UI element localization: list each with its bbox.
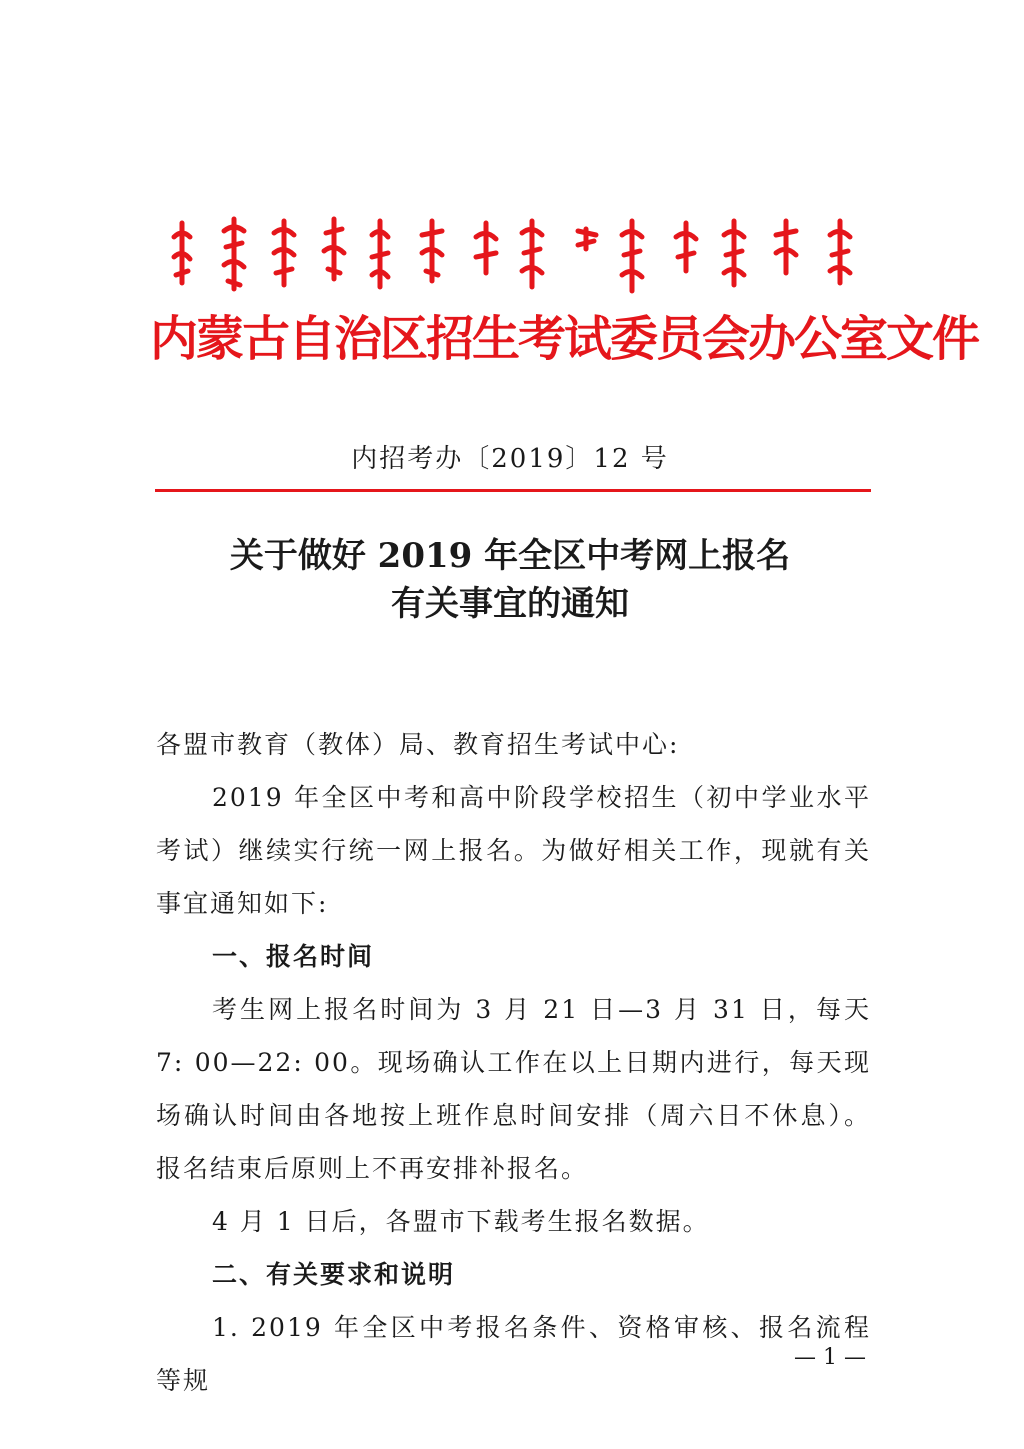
mongolian-script-header <box>168 213 868 295</box>
salutation: 各盟市教育（教体）局、教育招生考试中心: <box>156 730 680 759</box>
intro-paragraph: 2019 年全区中考和高中阶段学校招生（初中学业水平考试）继续实行统一网上报名。为做好相关工作，现就有关事宜通知如下: <box>156 783 871 918</box>
page-number: — 1 — <box>794 1345 866 1370</box>
notice-title-line-1: 关于做好 2019 年全区中考网上报名 <box>229 536 791 576</box>
red-divider-line <box>155 489 871 492</box>
requirements-paragraph: 1. 2019 年全区中考报名条件、资格审核、报名流程等规 <box>156 1313 871 1395</box>
registration-time-paragraph: 考生网上报名时间为 3 月 21 日—3 月 31 日，每天 7: 00—22: 00。现场确认工作在以上日期内进行，每天现场确认时间由各地按上班作息时间安排（周六日不休息）。报名结束后原则上不再安排补报名。 <box>156 995 871 1183</box>
notice-title <box>150 532 870 628</box>
section-heading-registration-time: 一、报名时间 <box>212 942 375 971</box>
notice-body <box>156 718 871 1407</box>
section-heading-requirements: 二、有关要求和说明 <box>212 1260 456 1289</box>
agency-header-title: 内蒙古自治区招生考试委员会办公室文件 <box>150 311 979 367</box>
data-download-paragraph: 4 月 1 日后，各盟市下载考生报名数据。 <box>212 1207 710 1236</box>
notice-title-line-2: 有关事宜的通知 <box>391 584 629 624</box>
document-number: 内招考办〔2019〕12 号 <box>351 444 669 474</box>
